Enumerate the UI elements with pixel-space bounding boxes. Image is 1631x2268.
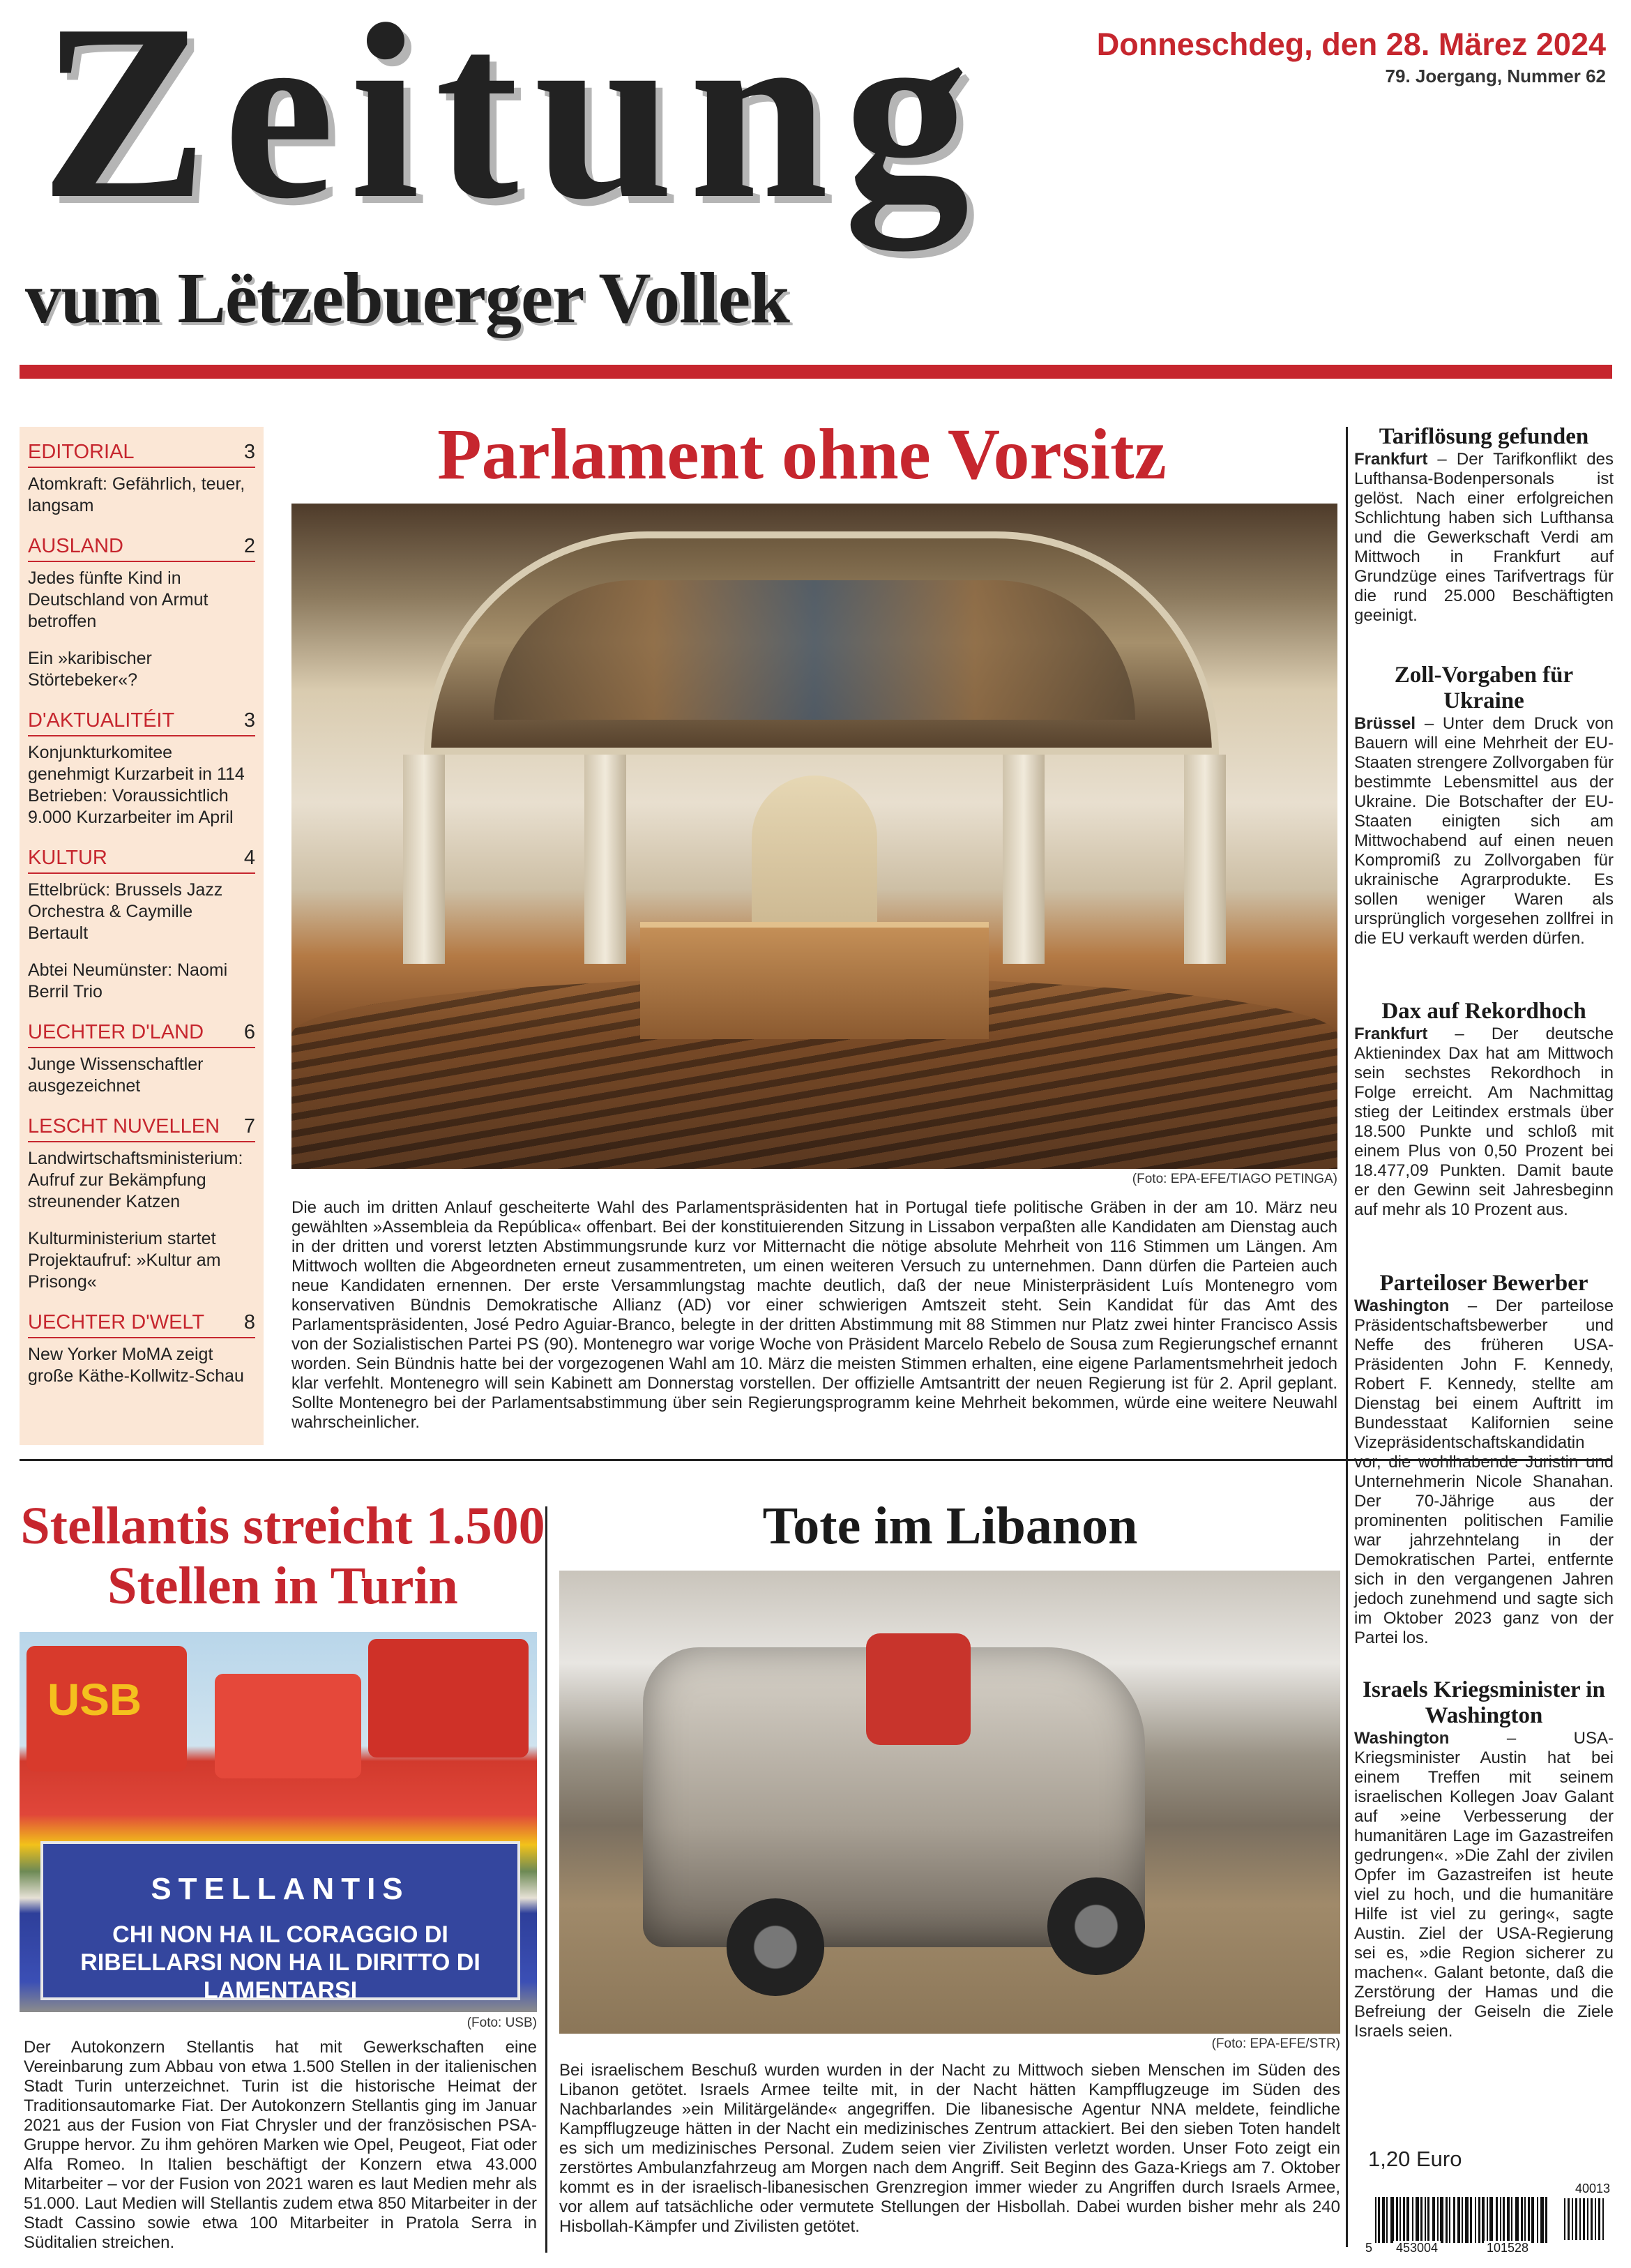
photo-tribune-shape [640, 922, 989, 1039]
barcode-bar [1598, 2198, 1600, 2240]
libanon-headline[interactable]: Tote im Libanon [762, 1497, 1138, 1555]
brief-text: – Der deutsche Aktienindex Dax hat am Mittwoch sein sechstes Rekordhoch in Folge erreicht. Am Nachmittag stieg der Leitindex erstmals über 18.500 Punkte und schloß mit einem Plus von 0,50 Prozent bei 18.477,09 Punkten. Damit baute er den Gewinn seit Jahresbeginn auf mehr als 10 Prozent aus. [1354, 1025, 1614, 1219]
toc-section-name: UECHTER D'LAND [28, 1021, 204, 1043]
brief-text: – USA-Kriegsminister Austin hat bei einem Treffen mit seinem israelischen Kollegen Joav Galant auf »eine Verbesserung der humanitären Lage im Gazastreifen gedrungen«. »Die Zahl der zivilen Opfer im Gazastreifen ist heute viel zu hoch, und die humanitäre Hilfe ist viel zu gering«, sagte Austin. Ziel der USA-Regierung sei es, »die Region sicherer zu machen«. Galant betonte, daß die Zerstörung der Hamas und die Befreiung der Geiseln die Ziele Israels seien. [1354, 1729, 1614, 2041]
toc-item[interactable]: Konjunkturkomitee genehmigt Kurzarbeit in 114 Betrieben: Voraussichtlich 9.000 Kurzarbeiter im April [28, 743, 245, 827]
barcode-bar [1437, 2197, 1439, 2243]
brief-zoll [1354, 663, 1614, 948]
barcode-bar [1575, 2198, 1577, 2240]
toc-page-number: 6 [243, 1021, 255, 1043]
photo-column-shape [1003, 755, 1045, 964]
toc-item[interactable]: Kulturministerium startet Projektaufruf: »Kultur am Prisong« [28, 1229, 221, 1292]
photo-column-shape [403, 755, 445, 964]
brief-dateline: Frankfurt [1354, 450, 1428, 469]
barcode-bar [1482, 2197, 1485, 2243]
toc-section-uechter-dland[interactable] [28, 1021, 255, 1097]
barcode-bar [1427, 2197, 1429, 2243]
brief-dax [1354, 999, 1614, 1220]
barcode-bar [1470, 2197, 1472, 2243]
photo-mural-shape [494, 580, 1135, 720]
barcode-bar [1496, 2197, 1498, 2243]
column-rule [545, 1506, 547, 2253]
barcode-bar [1587, 2198, 1588, 2240]
protest-banner [40, 1841, 520, 2004]
toc-page-number: 7 [243, 1115, 255, 1137]
barcode-bar [1403, 2197, 1405, 2243]
barcode-bar [1432, 2197, 1435, 2243]
toc-section-name: UECHTER D'WELT [28, 1311, 205, 1333]
barcode-bar [1386, 2197, 1388, 2243]
masthead-subtitle: vum Lëtzebuerger Vollek [25, 258, 789, 338]
stellantis-photo[interactable] [20, 1632, 537, 2012]
barcode-bar [1412, 2197, 1413, 2243]
cover-price: 1,20 Euro [1368, 2147, 1462, 2171]
brief-text: – Der parteilose Präsidentschaftsbewerber und Neffe des früheren USA-Präsidenten John F. Kennedy, Robert F. Kennedy, stellte am Dienstag bei einem Auftritt im Bundesstaat Kalifornien seine Vizepräsidentschaftskandidatin vor, die wohlhabende Juristin und Unternehmerin Nicole Shanahan. Der 70-Jährige aus der prominenten politischen Familie war jahrzehntelang in der Demokratischen Partei, entfernte sich in den vergangenen Jahren jedoch zunehmend und sagte sich im Oktober 2023 ganz von der Partei los. [1354, 1296, 1614, 1647]
barcode-bar [1503, 2197, 1505, 2243]
masthead-title: Zeitung [40, 0, 985, 250]
barcode-bar [1465, 2197, 1469, 2243]
toc-page-number: 4 [243, 847, 255, 869]
barcode-bar [1583, 2198, 1585, 2240]
barcode-addon: 40013 [1575, 2182, 1610, 2195]
toc-item[interactable]: Ettelbrück: Brussels Jazz Orchestra & Caymille Bertault [28, 880, 223, 943]
toc-item[interactable]: Junge Wissenschaftler ausgezeichnet [28, 1054, 204, 1096]
brief-headline[interactable]: Israels Kriegsminister in Washington [1363, 1677, 1605, 1728]
toc-page-number: 8 [243, 1311, 255, 1333]
toc-section-name: KULTUR [28, 847, 107, 869]
toc-item[interactable]: Atomkraft: Gefährlich, teuer, langsam [28, 474, 245, 515]
toc-section-uechter-dwelt[interactable] [28, 1311, 255, 1387]
barcode-bar [1515, 2197, 1519, 2243]
toc-item[interactable]: Landwirtschaftsministerium: Aufruf zur Bekämpfung streunender Katzen [28, 1149, 243, 1211]
barcode-bar [1416, 2197, 1419, 2243]
barcode-digits: 101528 [1484, 2241, 1531, 2255]
toc-item[interactable]: Jedes fünfte Kind in Deutschland von Armut betroffen [28, 568, 208, 631]
barcode-bar [1446, 2197, 1448, 2243]
photo-flag-shape [368, 1639, 529, 1757]
barcode-bar [1420, 2197, 1423, 2243]
barcode-bar [1449, 2197, 1450, 2243]
toc-section-name: LESCHT NUVELLEN [28, 1115, 220, 1137]
barcode-bar [1425, 2197, 1426, 2243]
brief-headline[interactable]: Parteiloser Bewerber [1379, 1271, 1588, 1296]
barcode-bar [1406, 2197, 1409, 2243]
toc-section-lescht-nuvellen[interactable] [28, 1115, 255, 1293]
libanon-photo-credit: (Foto: EPA-EFE/STR) [1211, 2036, 1340, 2051]
barcode-bar [1540, 2197, 1544, 2243]
barcode-digit: 5 [1365, 2241, 1373, 2255]
brief-headline[interactable]: Dax auf Rekordhoch [1381, 999, 1586, 1024]
barcode-bar [1545, 2197, 1547, 2243]
barcode-bar [1478, 2197, 1480, 2243]
brief-dateline: Washington [1354, 1729, 1450, 1748]
barcode [1365, 2183, 1613, 2255]
toc-section-editorial[interactable] [28, 441, 255, 517]
barcode-bar [1531, 2197, 1534, 2243]
toc-page-number: 3 [243, 709, 255, 732]
barcode-bar [1507, 2197, 1510, 2243]
barcode-bar [1489, 2197, 1493, 2243]
toc-page-number: 2 [243, 535, 255, 557]
barcode-bar [1602, 2198, 1604, 2240]
photo-column-shape [1184, 755, 1226, 964]
toc-section-name: AUSLAND [28, 535, 123, 557]
barcode-bar [1511, 2197, 1512, 2243]
banner-brand: STELLANTIS [151, 1872, 410, 1906]
toc-section-kultur[interactable] [28, 847, 255, 1003]
barcode-bar [1521, 2197, 1523, 2243]
barcode-bar [1399, 2197, 1401, 2243]
lead-photo-credit: (Foto: EPA-EFE/TIAGO PETINGA) [1132, 1172, 1337, 1186]
barcode-bar [1579, 2198, 1581, 2240]
barcode-bar [1564, 2198, 1565, 2240]
parliament-photo[interactable] [291, 504, 1337, 1169]
barcode-bar [1595, 2198, 1596, 2240]
toc-section-aktualiteit[interactable] [28, 709, 255, 829]
brief-dateline: Frankfurt [1354, 1025, 1428, 1043]
barcode-bar [1462, 2197, 1463, 2243]
brief-headline[interactable]: Tariflösung gefunden [1379, 424, 1589, 449]
masthead-divider [20, 365, 1612, 379]
barcode-bar [1382, 2197, 1385, 2243]
barcode-bar [1572, 2198, 1573, 2240]
photo-flag-shape [866, 1633, 971, 1745]
photo-flag-shape [215, 1674, 361, 1778]
toc-item[interactable]: Ein »karibischer Störtebeker«? [28, 649, 152, 690]
barcode-bar [1390, 2197, 1394, 2243]
photo-wheel-shape [1047, 1877, 1145, 1975]
stellantis-body: Der Autokonzern Stellantis hat mit Gewerkschaften eine Vereinbarung zum Abbau von etwa 1.500 Stellen in der italienischen Stadt Turin unterzeichnet. Turin ist die historische Heimat der Traditionsautomarke Fiat. Der Autokonzern Stellantis ging im Januar 2021 aus der Fusion von Fiat Chrysler und der französischen PSA-Gruppe hervor. Zu ihm gehören Marken wie Opel, Peugeot, Fiat oder Alfa Romeo. In Italien beschäftigt der Konzern etwa 43.000 Mitarbeiter – vor der Fusion von 2021 waren es laut Medien mehr als 51.000. Laut Medien will Stellantis zudem etwa 850 Mitarbeiter in der Stadt Cassino sowie etwa 100 Mitarbeiter in Pratola Serra in Süditalien streichen. [24, 2038, 537, 2252]
toc-item[interactable]: New Yorker MoMA zeigt große Käthe-Kollwitz-Schau [28, 1345, 244, 1386]
toc-item[interactable]: Abtei Neumünster: Naomi Berril Trio [28, 960, 228, 1001]
brief-dateline: Washington [1354, 1296, 1450, 1315]
flag-lettering: USB [47, 1674, 142, 1725]
brief-tarifloesung [1354, 424, 1614, 626]
barcode-bar [1591, 2198, 1593, 2240]
banner-slogan: CHI NON HA IL CORAGGIO DI RIBELLARSI NON HA IL DIRITTO DI LAMENTARSI [80, 1921, 480, 2004]
ambulance-photo[interactable] [559, 1571, 1340, 2034]
barcode-bar [1487, 2197, 1488, 2243]
lead-body: Die auch im dritten Anlauf gescheiterte Wahl des Parlamentspräsidenten hat in Portugal tiefe politische Gräben in der am 10. März neu gewählten »Assembleia da República« offenbart. Bei der konstituierenden Sitzung in Lissabon verpaßten alle Kandidaten am Dienstag auch in der dritten und vorerst letzten Abstimmungsrunde kurz vor Mitternacht die nötige absolute Mehrheit von 116 Stimmen um Längen. Am Mittwoch wollten die Abgeordneten erneut zusammentreten, um einen weiteren Versuch zu unternehmen. Dann dürfen die Parteien auch neue Kandidaten ernennen. Der erste Versammlungstag machte deutlich, daß der neue Ministerpräsident Luís Montenegro vom konservativen Bündnis Demokratische Allianz (AD) vor einer schwierigen Amtszeit steht. Sein Kandidat für das Amt des Parlamentspräsidenten, José Pedro Aguiar-Branco, belegte in der dritten Abstimmung mit 88 Stimmen nur Platz zwei hinter Francisco Assis von der Sozialistischen Partei PS (90). Montenegro war vorige Woche von Präsident Marcelo Rebelo de Sousa zum Regierungschef ernannt worden. Sein Bündnis hatte bei der vorgezogenen Wahl am 10. März die meisten Stimmen erhalten, eine eigene Parlamentsmehrheit jedoch klar verfehlt. Montenegro will sein Kabinett am Donnerstag vorstellen. Der offizielle Amtsantritt der neuen Regierung ist für 2. April geplant. Sollte Montenegro bei der Parlamentsabstimmung über sein Regierungsprogramm keine Mehrheit bekommen, würde eine weitere Neuwahl wahrscheinlicher. [291, 1198, 1337, 1432]
barcode-bar [1457, 2197, 1460, 2243]
column-rule [1346, 427, 1348, 2247]
brief-bewerber [1354, 1271, 1614, 1648]
brief-text: – Der Tarifkonflikt des Lufthansa-Bodenpersonals ist gelöst. Nach einer erfolgreichen Schlichtung haben sich Lufthansa und die Gewerkschaft Verdi am Mittwoch in Frankfurt auf Grundzüge eines Tarifvertrags für die rund 25.000 Beschäftigten geeinigt. [1354, 450, 1614, 625]
barcode-bar [1396, 2197, 1398, 2243]
libanon-body: Bei israelischem Beschuß wurden wurden in der Nacht zu Mittwoch sieben Menschen im Süden des Libanon getötet. Israels Armee teilte mit, in der Nacht hätten Kampfflugzeuge im Süden des Nachbarlandes »ein Militärgelände« angegriffen. Die libanesische Agentur NNA meldete, feindliche Kampfflugzeuge hätten in der Nacht ein medizinisches Zentrum attackiert. Bei den sieben Toten handelt es sich um medizinisches Personal. Zudem seien vier Zivilisten verletzt worden. Unser Foto zeigt ein zerstörtes Ambulanzfahrzeug am Morgen nach dem Angriff. Seit Beginn des Gaza-Kriegs am 7. Oktober kommt es in der israelisch-libanesischen Grenzregion immer wieder zu Angriffen durch Israels Armee, vor allem auf tatsächliche oder vermutete Stellungen der Hisbollah. Dabei wurden bisher mehr als 240 Hisbollah-Kämpfer und Zivilisten getötet. [559, 2061, 1340, 2236]
barcode-bar [1375, 2197, 1376, 2243]
barcode-bar [1528, 2197, 1530, 2243]
issue-number: 79. Joergang, Nummer 62 [1385, 66, 1606, 86]
brief-kriegsminister [1354, 1677, 1614, 2041]
issue-date: Donneschdeg, den 28. Märez 2024 [1096, 27, 1606, 62]
barcode-bar [1537, 2197, 1538, 2243]
barcode-digits: 453004 [1393, 2241, 1441, 2255]
barcode-bar [1524, 2197, 1526, 2243]
toc-section-ausland[interactable] [28, 535, 255, 691]
stellantis-headline[interactable]: Stellantis streicht 1.500 Stellen in Turin [20, 1497, 545, 1615]
brief-headline[interactable]: Zoll-Vorgaben für Ukraine [1394, 663, 1574, 713]
contents-sidebar [20, 427, 264, 1445]
barcode-bar [1500, 2197, 1501, 2243]
toc-section-name: EDITORIAL [28, 441, 135, 463]
barcode-bar [1378, 2197, 1380, 2243]
toc-section-name: D'AKTUALITÉIT [28, 709, 175, 732]
barcode-bar [1475, 2197, 1476, 2243]
barcode-bar [1440, 2197, 1443, 2243]
photo-wheel-shape [727, 1898, 824, 1996]
toc-page-number: 3 [243, 441, 255, 463]
barcode-bar [1568, 2198, 1570, 2240]
stellantis-photo-credit: (Foto: USB) [466, 2016, 537, 2030]
lead-headline[interactable]: Parlament ohne Vorsitz [437, 414, 1167, 494]
brief-dateline: Brüssel [1354, 714, 1416, 733]
brief-text: – Unter dem Druck von Bauern will eine Mehrheit der EU-Staaten strengere Zollvorgaben für bestimmte Lebensmittel aus der Ukraine. Die Botschafter der EU-Staaten einigten sich am Mittwochabend auf einen neuen Kompromiß zu Zollvorgaben für ukrainische Agrarprodukte. Es sollen weniger Waren als ursprünglich vorgesehen zollfrei in die EU verkauft werden dürfen. [1354, 714, 1614, 948]
photo-column-shape [584, 755, 626, 964]
barcode-bar [1453, 2197, 1455, 2243]
